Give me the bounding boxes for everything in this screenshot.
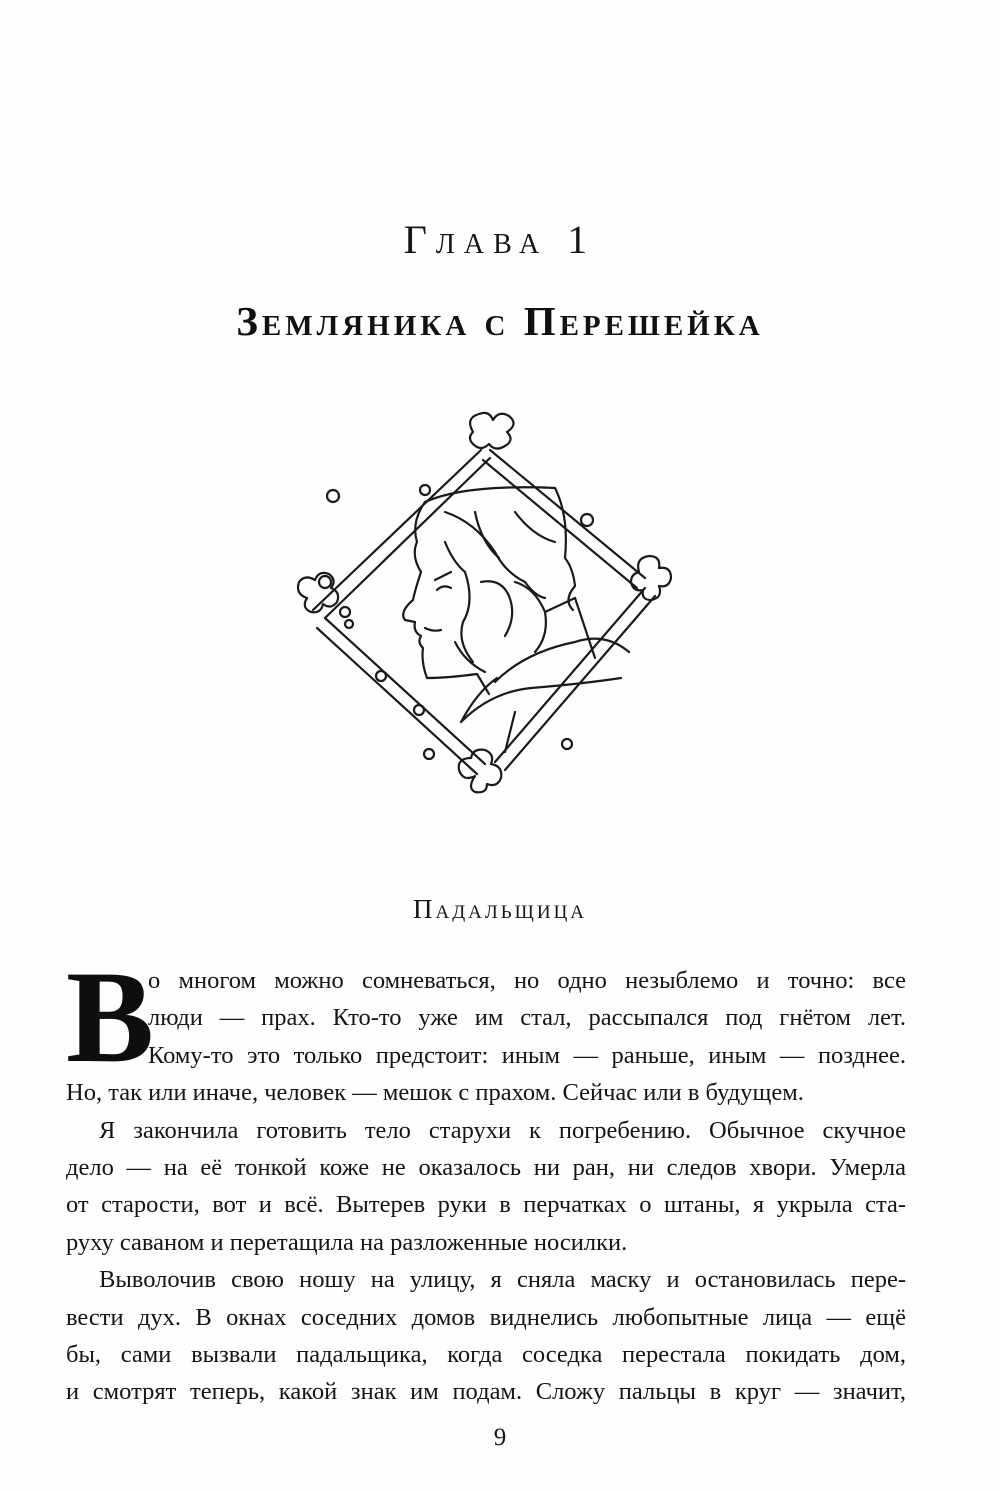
text-line: дело — на её тонкой коже не оказалось ни ран, ни следов хвори. Умерла [66, 1154, 906, 1182]
text-line: Кому-то это только предстоит: иным — раньше, иным — позднее. [148, 1041, 906, 1069]
text-line: бы, сами вызвали падальщика, когда соседка перестала покидать дом, [66, 1341, 906, 1369]
text-line: и смотрят теперь, какой знак им подам. Сложу пальцы в круг — значит, [66, 1378, 906, 1406]
text-line: о многом можно сомневаться, но одно незыблемо и точно: все [148, 967, 906, 994]
text-line: Выволочив свою ношу на улицу, я сняла маску и остановилась пере- [99, 1266, 906, 1294]
page-number: 9 [493, 1424, 507, 1451]
body-text [66, 962, 906, 1411]
portrait-in-bone-frame-icon [285, 402, 685, 822]
text-line: люди — прах. Кто-то уже им стал, рассыпался под гнётом лет. [148, 1004, 906, 1032]
chapter-title: Земляника с Перешейка [236, 298, 764, 344]
paragraph-1 [66, 962, 906, 1112]
section-title: Падальщица [412, 894, 588, 924]
text-line: Но, так или иначе, человек — мешок с прахом. Сейчас или в будущем. [66, 1079, 804, 1107]
text-line: от старости, вот и всё. Вытерев руки в перчатках о штаны, я укрыла ста- [66, 1191, 906, 1219]
paragraph-3 [66, 1261, 906, 1411]
text-line: вести дух. В окнах соседних домов виднелись любопытные лица — ещё [66, 1303, 906, 1331]
paragraph-2 [66, 1112, 906, 1262]
drop-cap: В [66, 943, 155, 1090]
chapter-label: Глава 1 [403, 217, 597, 262]
text-line: руху саваном и перетащила на разложенные носилки. [66, 1228, 628, 1256]
text-line: Я закончила готовить тело старухи к погребению. Обычное скучное [99, 1116, 906, 1144]
